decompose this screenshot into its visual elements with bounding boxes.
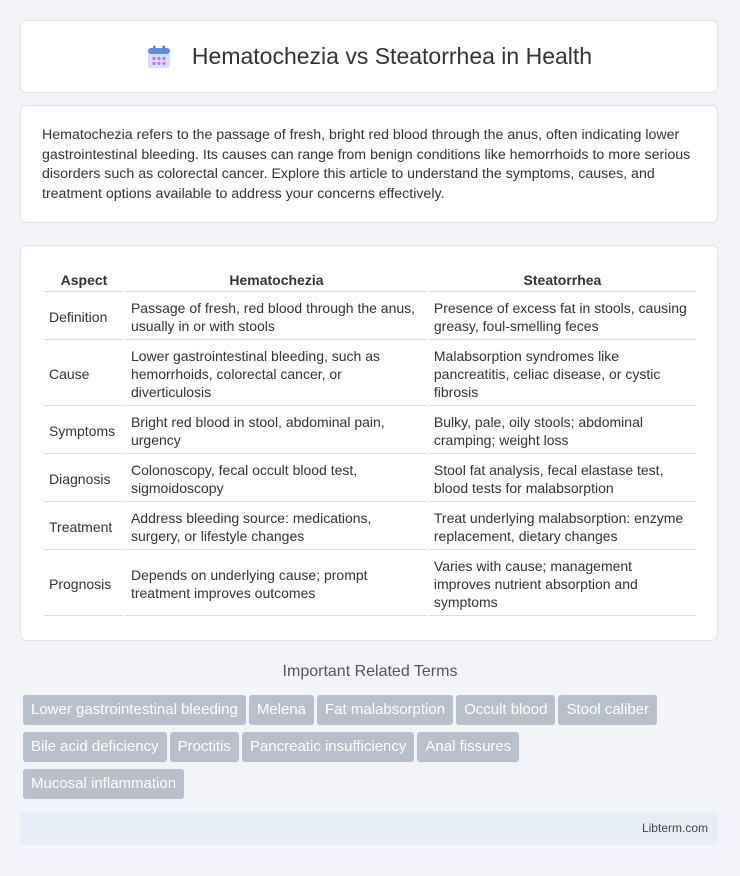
calendar-icon [146,44,172,70]
related-term-tag[interactable]: Mucosal inflammation [23,769,184,799]
row-steatorrhea: Presence of excess fat in stools, causing greasy, foul-smelling feces [429,294,696,340]
row-hematochezia: Depends on underlying cause; prompt treatment improves outcomes [126,552,427,616]
header-steatorrhea: Steatorrhea [429,268,696,292]
row-aspect: Diagnosis [44,456,124,502]
table-header-row [44,268,696,292]
related-term-tag[interactable]: Anal fissures [417,732,519,762]
row-aspect: Symptoms [44,408,124,454]
related-term-tag[interactable]: Proctitis [170,732,239,762]
header-hematochezia: Hematochezia [126,268,427,292]
row-steatorrhea: Malabsorption syndromes like pancreatitis, celiac disease, or cystic fibrosis [429,342,696,406]
page-title: Hematochezia vs Steatorrhea in Health [191,43,593,69]
row-steatorrhea: Stool fat analysis, fecal elastase test, blood tests for malabsorption [429,456,696,502]
footer-site-link[interactable]: Libterm.com [641,821,708,835]
row-aspect: Cause [44,342,124,406]
row-steatorrhea: Bulky, pale, oily stools; abdominal cramping; weight loss [429,408,696,454]
intro-text: Hematochezia refers to the passage of fresh, bright red blood through the anus, often indicating lower gastrointestinal bleeding. Its causes can range from benign conditions like hemorrhoids to more serious disorders such as colorectal cancer. Explore this article to understand the symptoms, causes, and treatment options available to address your concerns effectively. [42,127,691,202]
table-row [44,552,696,616]
footer [20,812,718,845]
table-row [44,456,696,502]
related-terms-title: Important Related Terms [282,663,458,680]
row-steatorrhea: Treat underlying malabsorption: enzyme replacement, dietary changes [429,504,696,550]
row-aspect: Treatment [44,504,124,550]
row-aspect: Prognosis [44,552,124,616]
intro-card [20,105,718,223]
related-term-tag[interactable]: Melena [249,695,314,725]
related-term-tag[interactable]: Pancreatic insufficiency [242,732,414,762]
comparison-table [42,266,698,618]
related-term-tag[interactable]: Fat malabsorption [317,695,453,725]
row-hematochezia: Passage of fresh, red blood through the anus, usually in or with stools [126,294,427,340]
row-hematochezia: Address bleeding source: medications, surgery, or lifestyle changes [126,504,427,550]
related-term-tag[interactable]: Occult blood [456,695,555,725]
row-steatorrhea: Varies with cause; management improves nutrient absorption and symptoms [429,552,696,616]
row-hematochezia: Colonoscopy, fecal occult blood test, sigmoidoscopy [126,456,427,502]
row-hematochezia: Lower gastrointestinal bleeding, such as hemorrhoids, colorectal cancer, or diverticulosis [126,342,427,406]
table-row [44,408,696,454]
table-row [44,294,696,340]
table-row [44,504,696,550]
row-hematochezia: Bright red blood in stool, abdominal pain, urgency [126,408,427,454]
related-term-tag[interactable]: Stool caliber [558,695,657,725]
header-aspect: Aspect [44,268,124,292]
row-aspect: Definition [44,294,124,340]
related-term-tag[interactable]: Bile acid deficiency [23,732,167,762]
comparison-card [20,245,718,641]
related-terms-list [23,695,723,806]
title-card [20,20,718,93]
related-term-tag[interactable]: Lower gastrointestinal bleeding [23,695,246,725]
table-row [44,342,696,406]
